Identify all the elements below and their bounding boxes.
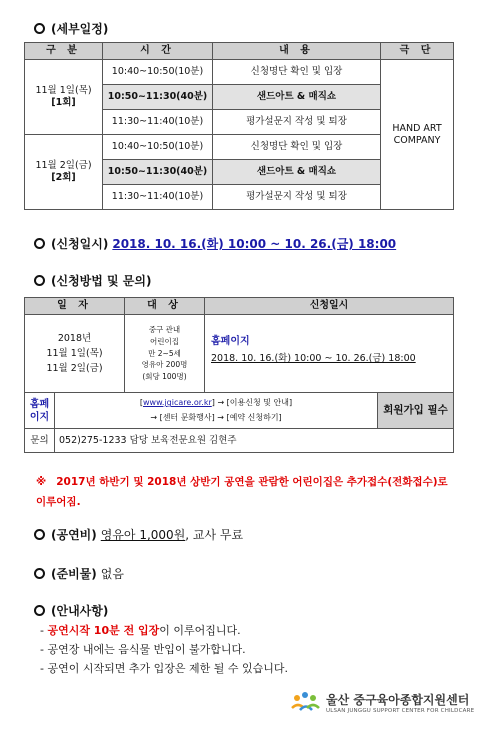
- method-dates-cell: 2018년 11월 1일(목) 11월 2일(금): [25, 315, 125, 393]
- notice-text: ※ 2017년 하반기 및 2018년 상반기 공연을 관람한 어린이집은 추가접수(전화접수)로 이루어짐.: [36, 476, 448, 508]
- schedule-header-content: 내 용: [213, 43, 381, 60]
- guide-item-2: - 공연장 내에는 음식물 반입이 불가합니다.: [40, 643, 246, 656]
- table-row: 10:50~11:30(40분) 샌드아트 & 매직쇼: [25, 160, 454, 185]
- guide-item-1: - 공연시작 10분 전 입장이 이루어집니다.: [40, 624, 241, 637]
- method-header-date: 일 자: [25, 298, 125, 315]
- day2-cell: 11월 2일(금) [2회]: [25, 135, 103, 210]
- fee-line: (공연비) 영유아 1,000원 , 교사 무료: [34, 526, 243, 543]
- table-row: 11:30~11:40(10분) 평가설문지 작성 및 퇴장: [25, 110, 454, 135]
- center-logo: 울산 중구육아종합지원센터 ULSAN JUNGGU SUPPORT CENTER FOR CHILDCARE: [290, 690, 474, 714]
- homepage-path-cell: [www.jgicare.or.kr] → [이용신청 및 안내] → [센터 문화행사] → [예약 신청하기]: [55, 393, 378, 429]
- apply-date-value: 2018. 10. 16.(화) 10:00 ~ 10. 26.(금) 18:00: [112, 237, 397, 251]
- homepage-link[interactable]: www.jgicare.or.kr: [143, 398, 212, 408]
- schedule-section-title: (세부일정): [34, 20, 108, 37]
- day1-cell: 11월 1일(목) [1회]: [25, 60, 103, 135]
- schedule-header-time: 시 간: [103, 43, 213, 60]
- method-section-title: (신청방법 및 문의): [34, 272, 151, 289]
- prep-line: (준비물) 없음: [34, 565, 124, 582]
- homepage-label-cell: 홈페 이지: [25, 393, 55, 429]
- schedule-header-category: 구 분: [25, 43, 103, 60]
- circle-bullet-icon: [34, 275, 45, 286]
- method-table: [24, 297, 454, 453]
- guide-section-title: (안내사항): [34, 602, 108, 619]
- circle-bullet-icon: [34, 568, 45, 579]
- table-row: 11:30~11:40(10분) 평가설문지 작성 및 퇴장: [25, 185, 454, 210]
- table-row: 10:50~11:30(40분) 샌드아트 & 매직쇼: [25, 85, 454, 110]
- circle-bullet-icon: [34, 529, 45, 540]
- inquiry-value-cell: 052)275-1233 담당 보육전문요원 김현주: [55, 429, 454, 453]
- apply-date-line: (신청일시) 2018. 10. 16.(화) 10:00 ~ 10. 26.(금) 18:00: [34, 235, 396, 252]
- inquiry-label-cell: 문의: [25, 429, 55, 453]
- logo-mark-icon: [290, 690, 320, 714]
- method-header-target: 대 상: [125, 298, 205, 315]
- circle-bullet-icon: [34, 23, 45, 34]
- method-header-period: 신청일시: [205, 298, 454, 315]
- table-row: 11월 2일(금) [2회] 10:40~10:50(10분) 신청명단 확인 및 입장: [25, 135, 454, 160]
- method-period-cell: 홈페이지 2018. 10. 16.(화) 10:00 ~ 10. 26.(금) 18:00: [205, 315, 454, 393]
- circle-bullet-icon: [34, 238, 45, 249]
- company-cell: HAND ART COMPANY: [381, 60, 454, 210]
- schedule-header-company: 극 단: [381, 43, 454, 60]
- signup-required-cell: 회원가입 필수: [378, 393, 454, 429]
- guide-item-3: - 공연이 시작되면 추가 입장은 제한 될 수 있습니다.: [40, 662, 288, 675]
- circle-bullet-icon: [34, 605, 45, 616]
- table-row: 11월 1일(목) [1회] 10:40~10:50(10분) 신청명단 확인 및 입장 HAND ART COMPANY: [25, 60, 454, 85]
- method-target-cell: 중구 관내 어린이집 만 2~5세 영유아 200명 (회당 100명): [125, 315, 205, 393]
- schedule-table: [24, 42, 454, 210]
